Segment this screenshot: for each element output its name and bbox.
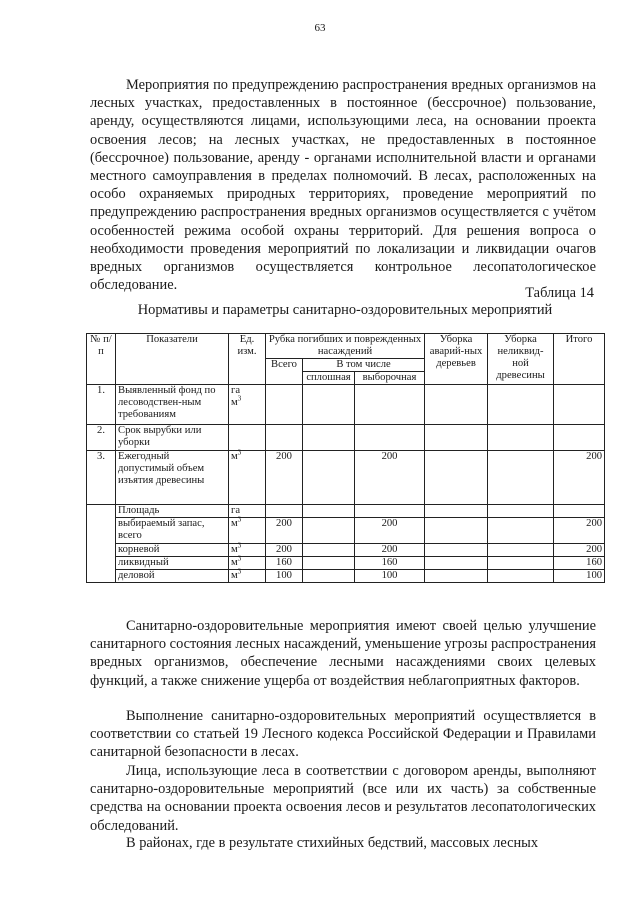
row-summary: 160 [554,557,605,570]
table-title: Нормативы и параметры санитарно-оздоровительных мероприятий [137,302,553,318]
paragraph-lessees: Лица, использующие леса в соответствии с договором аренды, выполняют санитарно-оздоровительные мероприятий (все или их часть) за собственные средства на основании проекта освоения лесов и результатов лесопатологических обследований. [90,763,596,834]
row-number: 2. [87,425,116,451]
header-emergency-trees: Уборка аварий-ных деревьев [425,334,488,385]
page-number: 63 [314,22,326,34]
header-summary: Итого [554,334,605,385]
table-row [87,385,605,425]
row-selective: 200 [355,451,425,505]
row-summary: 200 [554,451,605,505]
row-selective: 200 [355,518,425,544]
header-indicator: Показатели [116,334,229,385]
row-selective: 200 [355,544,425,557]
row-total: 200 [266,544,303,557]
table-row [87,505,605,518]
table-row [87,570,605,583]
header-including: В том числе [303,359,425,372]
header-total: Всего [266,359,303,385]
row-unit: $м^3$ [229,518,266,544]
row-number: 1. [87,385,116,425]
paragraph-natural-disasters: В районах, где в результате стихийных бедствий, массовых лесных [126,835,539,851]
header-felling: Рубка погибших и поврежденных насаждений [266,334,425,359]
table-caption: Таблица 14 [525,285,594,301]
row-summary: 200 [554,544,605,557]
row-number: 3. [87,451,116,505]
row-total: 200 [266,518,303,544]
row-number-empty [87,505,116,583]
row-indicator: ликвидный [116,557,229,570]
row-summary: 100 [554,570,605,583]
row-unit: $м^3$ [229,570,266,583]
row-unit: $м^3$ [229,451,266,505]
header-num: № п/п [87,334,116,385]
row-selective: 100 [355,570,425,583]
row-indicator: деловой [116,570,229,583]
sanitary-norms-table [86,333,605,583]
row-indicator: Площадь [116,505,229,518]
table-row [87,425,605,451]
header-selective-felling: выборочная [355,372,425,385]
row-indicator: выбираемый запас, всего [116,518,229,544]
row-indicator: корневой [116,544,229,557]
table-row [87,544,605,557]
table-row [87,518,605,544]
row-unit: га $м^3$ [229,385,266,425]
table-row [87,557,605,570]
row-unit: га [229,505,266,518]
paragraph-sanitary-goals: Санитарно-оздоровительные мероприятия имеют своей целью улучшение санитарного состояния лесных насаждений, уменьшение угрозы распространения вредных организмов, обеспечение лесными насаждениями своих целевых функций, а также снижение ущерба от воздействия неблагоприятных факторов. [90,618,596,689]
header-clear-felling: сплошная [303,372,355,385]
table-row [87,451,605,505]
row-total: 160 [266,557,303,570]
row-indicator: Выявленный фонд по лесоводствен-ным требованиям [116,385,229,425]
row-unit: $м^3$ [229,544,266,557]
row-unit: $м^3$ [229,557,266,570]
row-summary: 200 [554,518,605,544]
header-unit: Ед. изм. [229,334,266,385]
header-nonliquid-wood: Уборка неликвид-ной древесины [488,334,554,385]
paragraph-pest-prevention: Мероприятия по предупреждению распространения вредных организмов на лесных участках, предоставленных в постоянное (бессрочное) пользование, аренду, осуществляются лицами, использующими леса, на основании проекта освоения лесов; на лесных участках, не предоставленных в постоянное (бессрочное) пользование, аренду - органами исполнительной власти и органами местного самоуправления в пределах полномочий. В лесах, расположенных на особо охраняемых природных территориях, проведение мероприятий по предупреждению распространения вредных организмов осуществляется с учётом особенностей режима особой охраны территорий. Для решения вопроса о необходимости проведения мероприятий по локализации и ликвидации очагов вредных организмов осуществляется контрольное лесопатологическое обследование. [90,77,596,294]
row-indicator: Ежегодный допустимый объем изъятия древесины [116,451,229,505]
row-total: 100 [266,570,303,583]
row-selective: 160 [355,557,425,570]
paragraph-legal-basis: Выполнение санитарно-оздоровительных мероприятий осуществляется в соответствии со статьей 19 Лесного кодекса Российской Федерации и Правилами санитарной безопасности в лесах. [90,708,596,761]
row-indicator: Срок вырубки или уборки [116,425,229,451]
row-total: 200 [266,451,303,505]
